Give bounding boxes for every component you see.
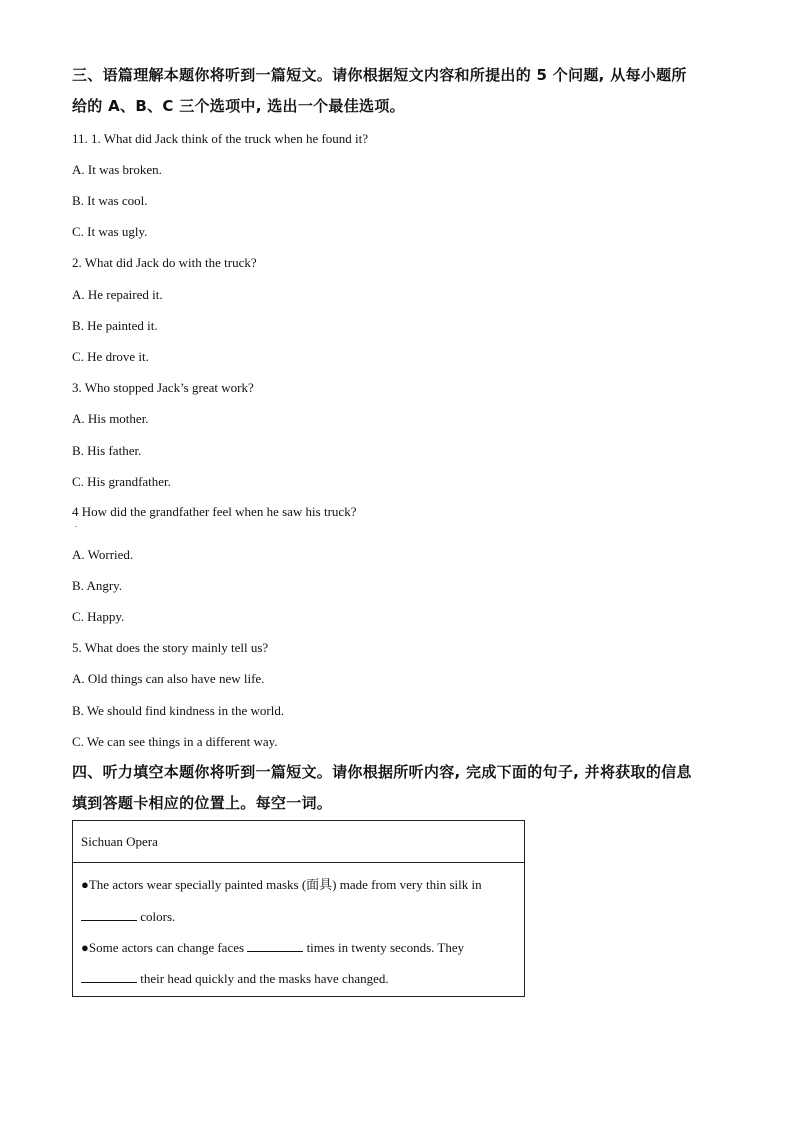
question-5-option-a: A. Old things can also have new life. (72, 671, 265, 686)
question-2-option-c: C. He drove it. (72, 349, 149, 364)
question-3-option-c: C. His grandfather. (72, 474, 171, 489)
notes-divider (73, 862, 524, 863)
question-5-option-b: B. We should find kindness in the world. (72, 703, 285, 718)
question-4-option-a: A. Worried. (72, 547, 134, 562)
question-5: 5. What does the story mainly tell us? (72, 640, 269, 655)
section-4-heading (72, 757, 722, 819)
section-3-heading (72, 60, 722, 122)
question-1-option-c: C. It was ugly. (72, 224, 148, 239)
notes-line-4-text: their head quickly and the masks have changed. (137, 971, 389, 986)
question-4-stray-dot: . (75, 520, 77, 529)
question-1-option-a: A. It was broken. (72, 162, 162, 177)
section-4-heading-line-1: 四、听力填空本题你将听到一篇短文。请你根据所听内容, 完成下面的句子, 并将获取的信息 (72, 763, 692, 781)
notes-line-1: ●The actors wear specially painted masks (面具) made from very thin silk in (81, 877, 482, 892)
question-2-option-a: A. He repaired it. (72, 287, 163, 302)
notes-line-2-text: colors. (137, 909, 176, 924)
question-4: 4 How did the grandfather feel when he saw his truck? (72, 504, 357, 519)
notes-line-2 (81, 908, 175, 925)
section-3-heading-line-1: 三、语篇理解本题你将听到一篇短文。请你根据短文内容和所提出的 5 个问题, 从每小题所 (72, 66, 687, 84)
question-4-option-b: B. Angry. (72, 578, 123, 593)
question-2-option-b: B. He painted it. (72, 318, 158, 333)
notes-table (72, 820, 525, 997)
question-3-option-b: B. His father. (72, 443, 142, 458)
question-5-option-c: C. We can see things in a different way. (72, 734, 278, 749)
notes-line-3 (81, 939, 464, 956)
notes-line-3-text-before: ●Some actors can change faces (81, 940, 248, 955)
question-4-option-c: C. Happy. (72, 609, 125, 624)
notes-title: Sichuan Opera (81, 834, 158, 849)
question-1-option-b: B. It was cool. (72, 193, 148, 208)
notes-line-3-text-after: times in twenty seconds. They (303, 940, 465, 955)
answer-blank-3[interactable] (81, 970, 137, 983)
question-1: 11. 1. What did Jack think of the truck when he found it? (72, 131, 369, 146)
answer-blank-1[interactable] (81, 908, 137, 921)
notes-line-4 (81, 970, 389, 987)
question-2: 2. What did Jack do with the truck? (72, 255, 257, 270)
answer-blank-2[interactable] (247, 939, 303, 952)
question-3: 3. Who stopped Jack’s great work? (72, 380, 254, 395)
section-3-heading-line-2: 给的 A、B、C 三个选项中, 选出一个最佳选项。 (72, 97, 405, 115)
section-4-heading-line-2: 填到答题卡相应的位置上。每空一词。 (72, 794, 333, 812)
question-3-option-a: A. His mother. (72, 411, 149, 426)
